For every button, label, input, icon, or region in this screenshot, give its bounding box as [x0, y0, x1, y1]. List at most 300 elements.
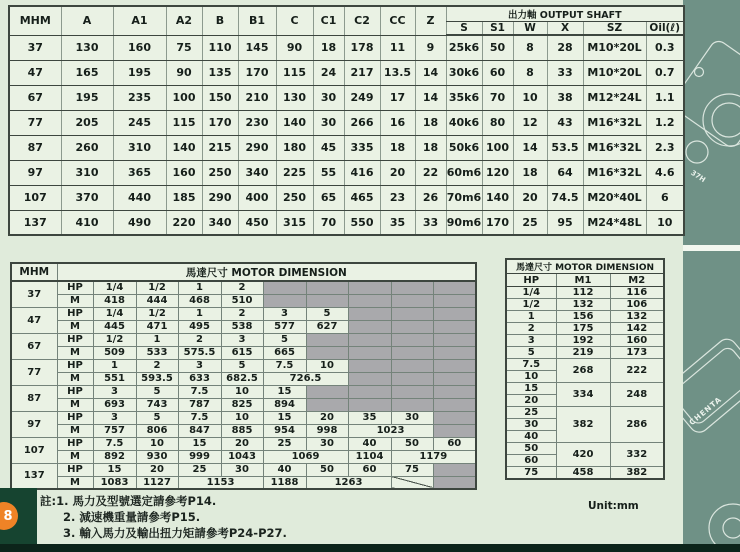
- hp-cell: 2: [178, 333, 221, 346]
- mhm-cell: 97: [11, 411, 57, 437]
- column-header: A2: [166, 6, 202, 35]
- hp-label-cell: HP: [57, 281, 93, 294]
- data-cell: 10: [646, 210, 684, 235]
- data-cell: 310: [61, 160, 113, 185]
- dimension-table-body: [9, 35, 684, 235]
- data-cell: 10: [513, 85, 547, 110]
- m1-cell: 334: [556, 383, 610, 407]
- table-row: [9, 110, 684, 135]
- m2-cell: 142: [610, 323, 664, 335]
- data-cell: 115: [166, 110, 202, 135]
- blocked-cell: [348, 333, 391, 346]
- blocked-cell: [306, 333, 348, 346]
- data-cell: 18: [415, 110, 446, 135]
- data-cell: 465: [344, 185, 380, 210]
- m-cell: 577: [263, 320, 306, 333]
- data-cell: 4.6: [646, 160, 684, 185]
- data-cell: 217: [344, 60, 380, 85]
- m-cell: 593.5: [136, 372, 178, 385]
- data-cell: 90m6: [446, 210, 482, 235]
- blocked-cell: [433, 294, 476, 307]
- data-cell: 35: [380, 210, 415, 235]
- hp-label-cell: HP: [57, 411, 93, 424]
- table-row: [9, 35, 684, 60]
- m-cell: 743: [136, 398, 178, 411]
- m1-cell: 192: [556, 335, 610, 347]
- hp-cell: 1/2: [506, 299, 556, 311]
- data-cell: M16*32L: [583, 160, 646, 185]
- blocked-cell: [348, 398, 391, 411]
- data-cell: 50: [482, 35, 513, 60]
- m-cell: 682.5: [221, 372, 263, 385]
- hp-row: [11, 333, 476, 346]
- data-cell: 2.3: [646, 135, 684, 160]
- blocked-cell: [263, 294, 306, 307]
- hp-cell: 75: [391, 463, 433, 476]
- data-cell: 180: [276, 135, 313, 160]
- hp-cell: 30: [506, 419, 556, 431]
- output-shaft-group-header: 出力軸 OUTPUT SHAFT: [446, 6, 684, 22]
- blocked-cell: [433, 359, 476, 372]
- m-cell: 998: [306, 424, 348, 437]
- hp-cell: 25: [178, 463, 221, 476]
- blocked-cell: [348, 359, 391, 372]
- data-cell: 38: [547, 85, 583, 110]
- hp-cell: 30: [306, 437, 348, 450]
- hp-row: [11, 281, 476, 294]
- data-cell: 45: [313, 135, 344, 160]
- blocked-cell: [348, 346, 391, 359]
- hp-cell: 15: [93, 463, 136, 476]
- hp-label-cell: HP: [57, 359, 93, 372]
- hp-cell: 25: [506, 407, 556, 419]
- m-cell: 444: [136, 294, 178, 307]
- m-cell: 1179: [391, 450, 476, 463]
- column-header: MHM: [9, 6, 61, 35]
- m-cell: 1104: [348, 450, 391, 463]
- data-cell: 120: [482, 160, 513, 185]
- hp-cell: 1/4: [93, 307, 136, 320]
- hp-row: [11, 463, 476, 476]
- data-cell: 14: [415, 60, 446, 85]
- data-cell: 17: [380, 85, 415, 110]
- blocked-cell: [391, 281, 433, 294]
- hp-cell: 15: [263, 385, 306, 398]
- table-row: [506, 335, 664, 347]
- m-cell: 510: [221, 294, 263, 307]
- table-row: [9, 185, 684, 210]
- hp-cell: 30: [391, 411, 433, 424]
- data-cell: 215: [202, 135, 238, 160]
- mhm-cell: 77: [9, 110, 61, 135]
- table-row: [506, 359, 664, 371]
- table-row: [506, 299, 664, 311]
- hp-cell: 7.5: [506, 359, 556, 371]
- data-cell: 9: [415, 35, 446, 60]
- data-cell: 225: [276, 160, 313, 185]
- hp-label-cell: HP: [57, 463, 93, 476]
- data-cell: 150: [202, 85, 238, 110]
- hp-cell: 2: [221, 281, 263, 294]
- m-cell: 533: [136, 346, 178, 359]
- table-row: [9, 210, 684, 235]
- m1-cell: 156: [556, 311, 610, 323]
- data-cell: 12: [513, 110, 547, 135]
- m-cell: 633: [178, 372, 221, 385]
- hp-cell: 35: [348, 411, 391, 424]
- data-cell: 1.2: [646, 110, 684, 135]
- data-cell: 18: [513, 160, 547, 185]
- m-row: [11, 398, 476, 411]
- column-header: M1: [556, 274, 610, 287]
- m1-cell: 175: [556, 323, 610, 335]
- table-row: [9, 160, 684, 185]
- column-header: X: [547, 22, 583, 36]
- blocked-cell: [433, 411, 476, 424]
- m2-cell: 286: [610, 407, 664, 443]
- data-cell: 165: [61, 60, 113, 85]
- column-header: M2: [610, 274, 664, 287]
- blocked-cell: [348, 307, 391, 320]
- data-cell: 315: [276, 210, 313, 235]
- drawing-model-label: 37H: [689, 168, 707, 185]
- data-cell: 195: [61, 85, 113, 110]
- blocked-cell: [263, 281, 306, 294]
- blocked-cell: [391, 307, 433, 320]
- blocked-cell: [348, 294, 391, 307]
- data-cell: 40k6: [446, 110, 482, 135]
- hp-cell: 3: [221, 333, 263, 346]
- data-cell: 290: [238, 135, 276, 160]
- motor-size-table: [505, 258, 665, 480]
- m1-cell: 458: [556, 467, 610, 480]
- hp-cell: 7.5: [93, 437, 136, 450]
- hp-cell: 1: [506, 311, 556, 323]
- hp-cell: 40: [263, 463, 306, 476]
- m-cell: 885: [221, 424, 263, 437]
- data-cell: 70m6: [446, 185, 482, 210]
- mhm-cell: 47: [11, 307, 57, 333]
- m-cell: 693: [93, 398, 136, 411]
- data-cell: 25: [513, 210, 547, 235]
- blocked-cell: [391, 333, 433, 346]
- motor-dimension-title: 馬達尺寸 MOTOR DIMENSION: [57, 263, 476, 281]
- note-line-3: 3. 輸入馬力及輸出扭力矩請參考P24-P27.: [63, 526, 287, 540]
- hp-cell: 10: [136, 437, 178, 450]
- data-cell: 13.5: [380, 60, 415, 85]
- hp-cell: 30: [221, 463, 263, 476]
- hp-cell: 2: [136, 359, 178, 372]
- m1-cell: 382: [556, 407, 610, 443]
- m-label-cell: M: [57, 398, 93, 411]
- hp-row: [11, 411, 476, 424]
- blocked-cell: [348, 320, 391, 333]
- m2-cell: 332: [610, 443, 664, 467]
- hp-cell: 15: [506, 383, 556, 395]
- data-cell: 290: [202, 185, 238, 210]
- m-cell: 1263: [306, 476, 391, 489]
- m-cell: 726.5: [263, 372, 348, 385]
- data-cell: 11: [380, 35, 415, 60]
- m-cell: 665: [263, 346, 306, 359]
- column-header: Z: [415, 6, 446, 35]
- blocked-cell: [433, 346, 476, 359]
- motor-dimension-body: [11, 281, 476, 489]
- hp-cell: 50: [306, 463, 348, 476]
- blocked-cell: [306, 398, 348, 411]
- hp-row: [11, 437, 476, 450]
- data-cell: 160: [166, 160, 202, 185]
- m-cell: 495: [178, 320, 221, 333]
- hp-cell: 10: [221, 411, 263, 424]
- notes-prefix: 註:: [40, 494, 57, 508]
- m2-cell: 132: [610, 311, 664, 323]
- hp-cell: 5: [136, 385, 178, 398]
- hp-cell: 40: [506, 431, 556, 443]
- m-row: [11, 450, 476, 463]
- hp-cell: 50: [391, 437, 433, 450]
- data-cell: 18: [313, 35, 344, 60]
- m1-cell: 268: [556, 359, 610, 383]
- m2-cell: 173: [610, 347, 664, 359]
- data-cell: M10*20L: [583, 60, 646, 85]
- data-cell: 14: [513, 135, 547, 160]
- m-cell: 615: [221, 346, 263, 359]
- m-cell: 1043: [221, 450, 263, 463]
- m1-cell: 132: [556, 299, 610, 311]
- m-cell: 1153: [178, 476, 263, 489]
- hp-label-cell: HP: [57, 437, 93, 450]
- data-cell: 210: [238, 85, 276, 110]
- blocked-cell: [433, 281, 476, 294]
- motor-size-header: [506, 259, 664, 287]
- blocked-cell: [348, 372, 391, 385]
- data-cell: 14: [415, 85, 446, 110]
- hp-cell: 7.5: [263, 359, 306, 372]
- hp-cell: 20: [306, 411, 348, 424]
- diagonal-cell: [391, 476, 433, 489]
- column-header: A1: [113, 6, 166, 35]
- data-cell: 440: [113, 185, 166, 210]
- m-cell: 509: [93, 346, 136, 359]
- m-label-cell: M: [57, 450, 93, 463]
- table-row: [506, 287, 664, 299]
- data-cell: 22: [415, 160, 446, 185]
- data-cell: 20: [380, 160, 415, 185]
- column-header: C2: [344, 6, 380, 35]
- m2-cell: 248: [610, 383, 664, 407]
- column-header: C1: [313, 6, 344, 35]
- data-cell: 205: [61, 110, 113, 135]
- data-cell: 8: [513, 35, 547, 60]
- table-row: [506, 443, 664, 455]
- hp-cell: 20: [506, 395, 556, 407]
- m1-cell: 420: [556, 443, 610, 467]
- hp-cell: 3: [506, 335, 556, 347]
- data-cell: 55: [313, 160, 344, 185]
- data-cell: 28: [547, 35, 583, 60]
- data-cell: 60m6: [446, 160, 482, 185]
- blocked-cell: [433, 385, 476, 398]
- data-cell: 365: [113, 160, 166, 185]
- unit-label: Unit:mm: [588, 500, 639, 512]
- bottom-bar: [0, 544, 740, 552]
- data-cell: M12*24L: [583, 85, 646, 110]
- blocked-cell: [433, 307, 476, 320]
- data-cell: 266: [344, 110, 380, 135]
- data-cell: 25k6: [446, 35, 482, 60]
- data-cell: 18: [380, 135, 415, 160]
- blocked-cell: [348, 385, 391, 398]
- hp-cell: 1/4: [506, 287, 556, 299]
- data-cell: 135: [202, 60, 238, 85]
- m-cell: 894: [263, 398, 306, 411]
- mhm-cell: 87: [11, 385, 57, 411]
- data-cell: 100: [482, 135, 513, 160]
- m-cell: 445: [93, 320, 136, 333]
- column-header: C: [276, 6, 313, 35]
- hp-cell: 5: [263, 333, 306, 346]
- m-label-cell: M: [57, 294, 93, 307]
- blocked-cell: [348, 281, 391, 294]
- column-header: B1: [238, 6, 276, 35]
- hp-cell: 10: [221, 385, 263, 398]
- data-cell: 250: [276, 185, 313, 210]
- hp-cell: 3: [93, 411, 136, 424]
- m-label-cell: M: [57, 424, 93, 437]
- m-row: [11, 372, 476, 385]
- data-cell: 30k6: [446, 60, 482, 85]
- m2-cell: 116: [610, 287, 664, 299]
- note-text-1: 1. 馬力及型號選定請參考P14.: [56, 494, 217, 508]
- note-line-2: 2. 減速機重量請參考P15.: [63, 510, 201, 524]
- data-cell: 24: [313, 60, 344, 85]
- data-cell: 74.5: [547, 185, 583, 210]
- m-row: [11, 320, 476, 333]
- hp-cell: 10: [506, 371, 556, 383]
- m-cell: 847: [178, 424, 221, 437]
- data-cell: 115: [276, 60, 313, 85]
- data-cell: 185: [166, 185, 202, 210]
- table-row: [9, 60, 684, 85]
- hp-cell: 1: [178, 281, 221, 294]
- blocked-cell: [433, 320, 476, 333]
- data-cell: 550: [344, 210, 380, 235]
- data-cell: 370: [61, 185, 113, 210]
- hp-cell: 60: [506, 455, 556, 467]
- hp-cell: 2: [506, 323, 556, 335]
- mhm-cell: 97: [9, 160, 61, 185]
- column-header: Oil(ℓ): [646, 22, 684, 36]
- data-cell: 20: [513, 185, 547, 210]
- hp-cell: 3: [178, 359, 221, 372]
- hp-label-cell: HP: [57, 333, 93, 346]
- table-row: [506, 347, 664, 359]
- hp-cell: 5: [136, 411, 178, 424]
- blocked-cell: [433, 398, 476, 411]
- data-cell: 70: [313, 210, 344, 235]
- data-cell: 30: [313, 85, 344, 110]
- data-cell: 95: [547, 210, 583, 235]
- hp-label-cell: HP: [57, 307, 93, 320]
- hp-cell: 7.5: [178, 411, 221, 424]
- band-divider: [683, 245, 740, 251]
- hp-cell: 1/4: [93, 281, 136, 294]
- column-header: W: [513, 22, 547, 36]
- data-cell: 100: [166, 85, 202, 110]
- drawing-brand-label: CHENTA: [687, 394, 724, 428]
- m2-cell: 106: [610, 299, 664, 311]
- data-cell: 0.3: [646, 35, 684, 60]
- mhm-cell: 107: [9, 185, 61, 210]
- blocked-cell: [391, 346, 433, 359]
- data-cell: 160: [113, 35, 166, 60]
- data-cell: 35k6: [446, 85, 482, 110]
- mhm-cell: 77: [11, 359, 57, 385]
- data-cell: 310: [113, 135, 166, 160]
- blocked-cell: [433, 372, 476, 385]
- hp-cell: 20: [136, 463, 178, 476]
- m-row: [11, 346, 476, 359]
- data-cell: 260: [61, 135, 113, 160]
- hp-cell: 2: [221, 307, 263, 320]
- mhm-cell: 107: [11, 437, 57, 463]
- hp-cell: 75: [506, 467, 556, 480]
- blocked-cell: [433, 424, 476, 437]
- m1-cell: 219: [556, 347, 610, 359]
- column-header: HP: [506, 274, 556, 287]
- m-label-cell: M: [57, 372, 93, 385]
- blocked-cell: [391, 398, 433, 411]
- data-cell: 1.1: [646, 85, 684, 110]
- hp-row: [11, 307, 476, 320]
- data-cell: 30: [313, 110, 344, 135]
- data-cell: 335: [344, 135, 380, 160]
- blocked-cell: [306, 346, 348, 359]
- data-cell: 16: [380, 110, 415, 135]
- m-cell: 806: [136, 424, 178, 437]
- m-row: [11, 476, 476, 489]
- data-cell: 230: [238, 110, 276, 135]
- data-cell: 490: [113, 210, 166, 235]
- data-cell: 235: [113, 85, 166, 110]
- m-cell: 757: [93, 424, 136, 437]
- data-cell: 33: [547, 60, 583, 85]
- blocked-cell: [391, 372, 433, 385]
- m-cell: 575.5: [178, 346, 221, 359]
- hp-cell: 7.5: [178, 385, 221, 398]
- blocked-cell: [391, 320, 433, 333]
- blocked-cell: [391, 294, 433, 307]
- m-cell: 471: [136, 320, 178, 333]
- data-cell: 53.5: [547, 135, 583, 160]
- m-cell: 1188: [263, 476, 306, 489]
- table-row: [506, 323, 664, 335]
- hp-cell: 1/2: [136, 307, 178, 320]
- hp-cell: 15: [178, 437, 221, 450]
- hp-cell: 5: [306, 307, 348, 320]
- background-photo-band: [683, 0, 740, 544]
- data-cell: 0.7: [646, 60, 684, 85]
- m-row: [11, 294, 476, 307]
- hp-row: [11, 359, 476, 372]
- table-row: [506, 467, 664, 480]
- mhm-cell: 87: [9, 135, 61, 160]
- data-cell: 340: [238, 160, 276, 185]
- column-header: A: [61, 6, 113, 35]
- hp-cell: 50: [506, 443, 556, 455]
- data-cell: 250: [202, 160, 238, 185]
